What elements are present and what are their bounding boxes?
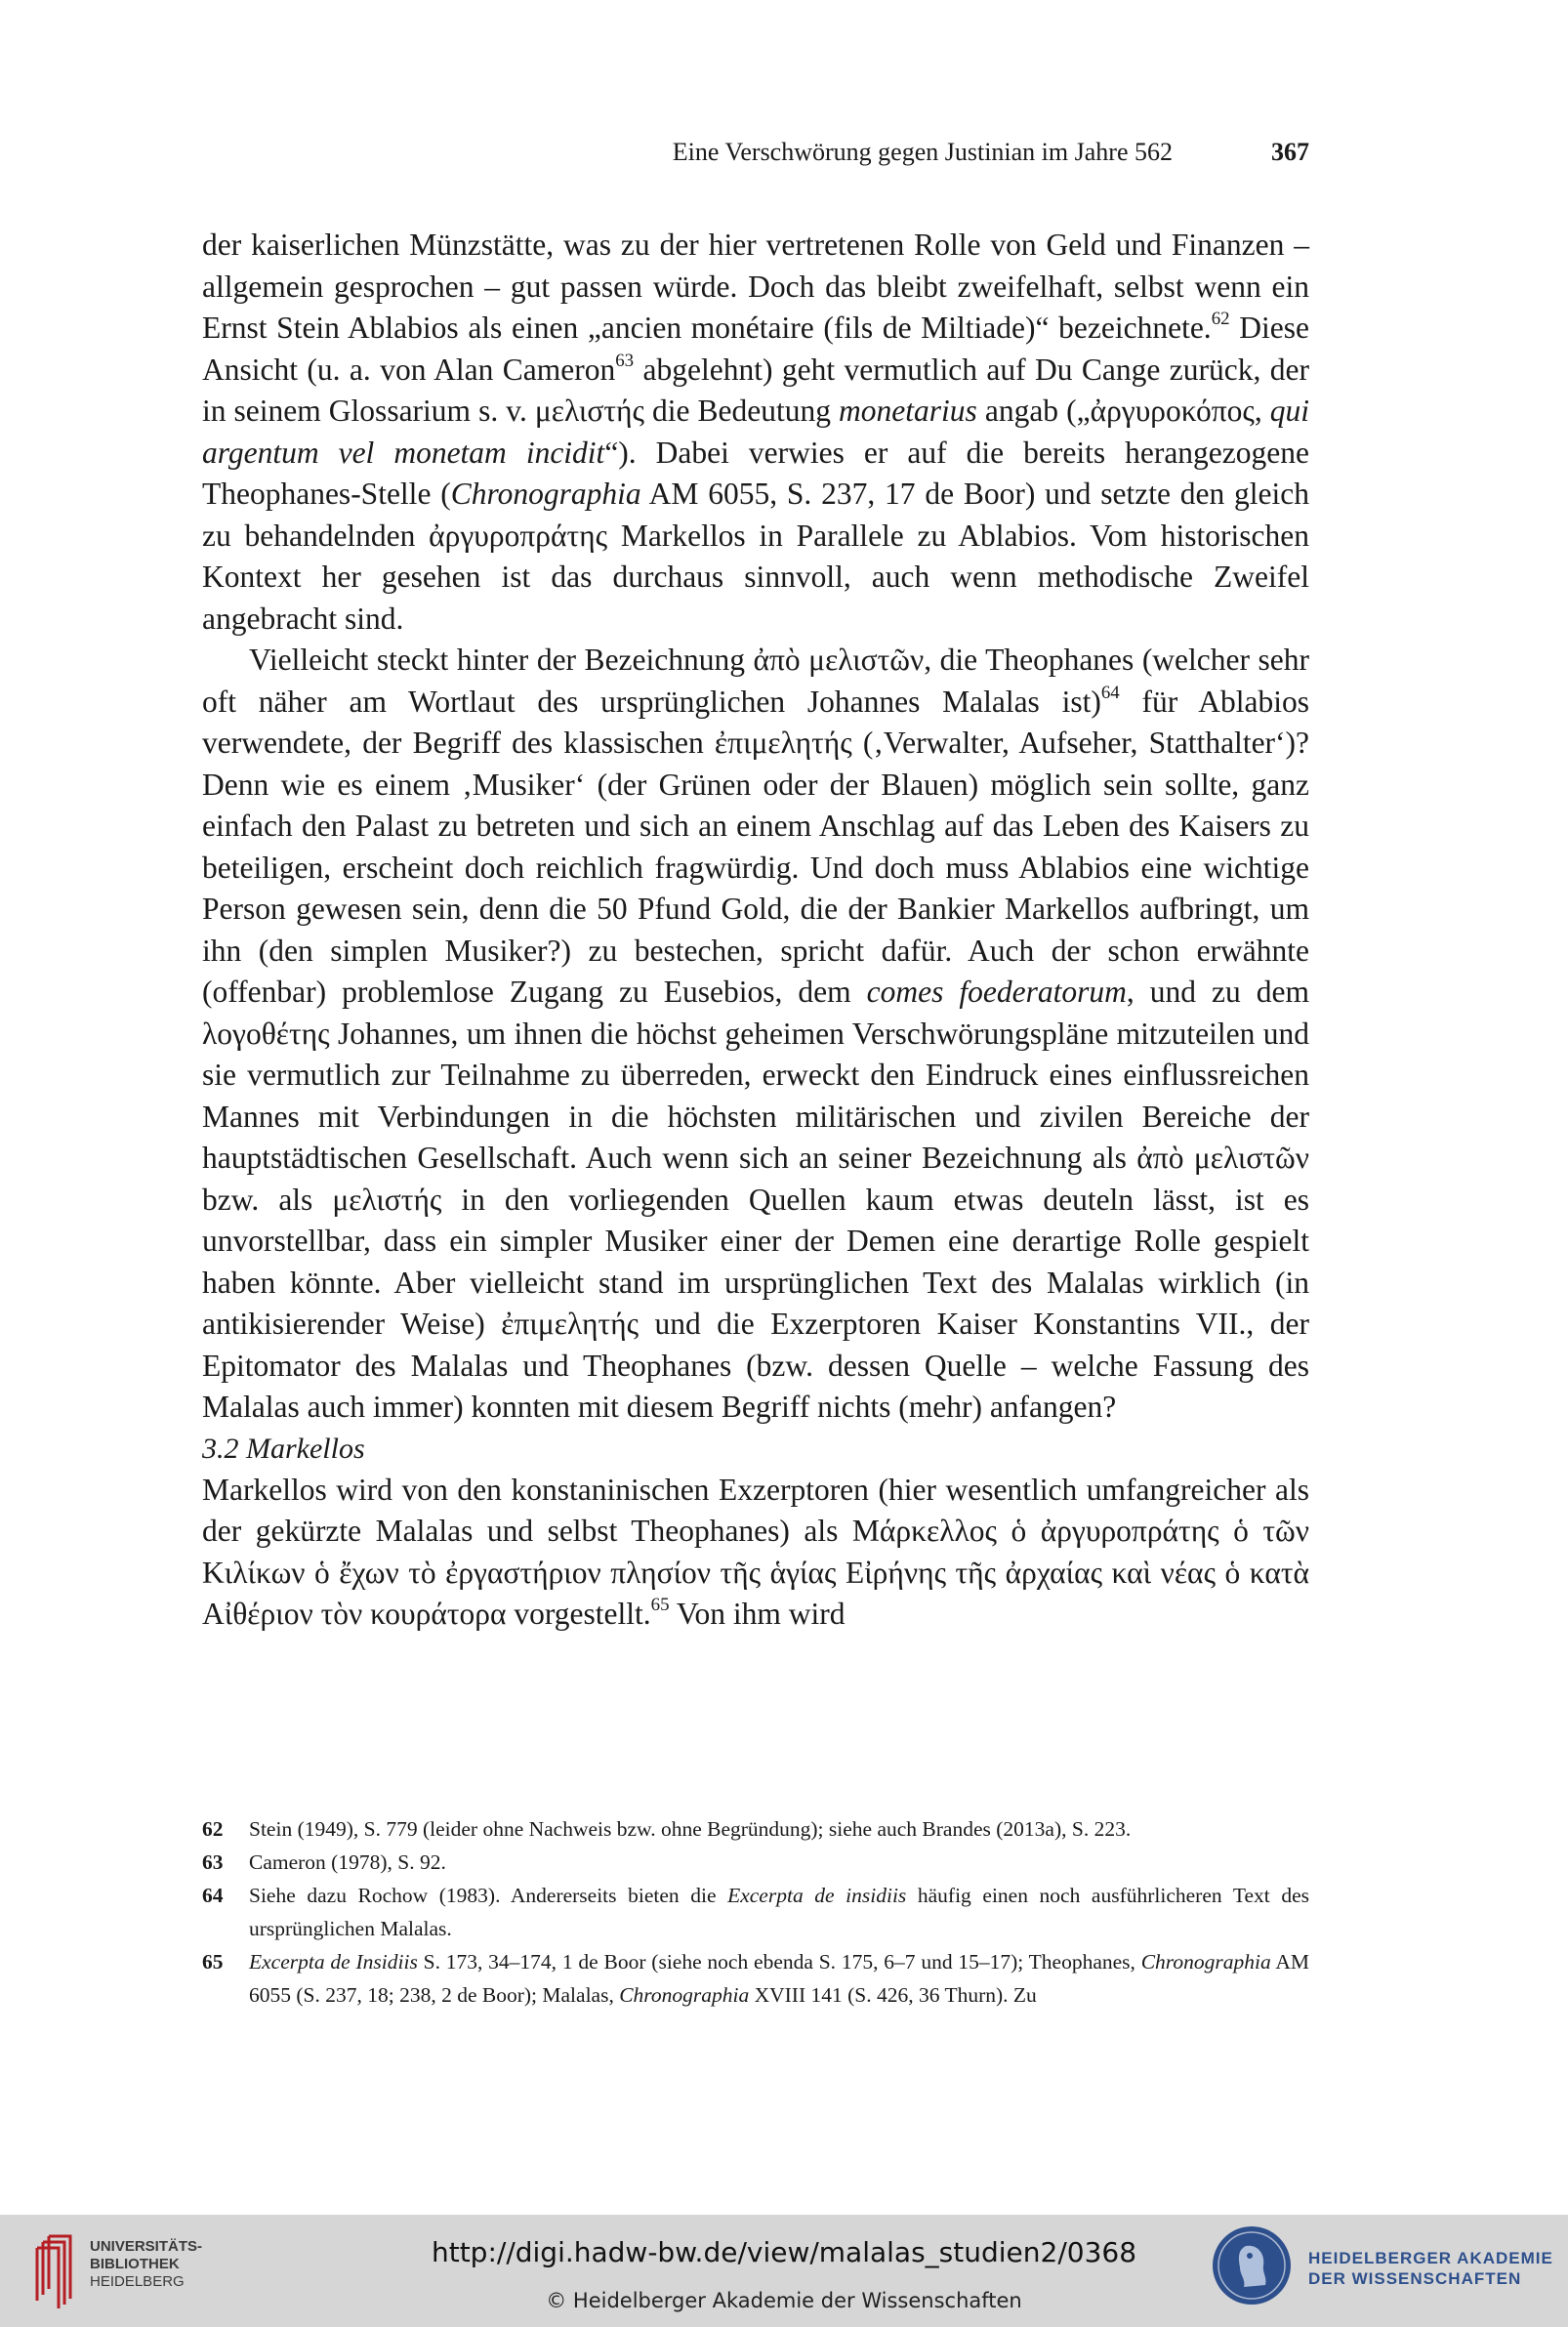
- paragraph-3: Markellos wird von den konstaninischen Exzerptoren (hier wesentlich umfangreicher als der gekürzte Malalas und selbst Theophanes) als Μάρκελλος ὁ ἀργυροπράτης ὁ τῶν Κιλίκων ὁ ἔχων τὸ ἐργαστήριον πλησίον τῆς ἁγίας Εἰρήνης τῆς ἀρχαίας καὶ νέας ὁ κατὰ Αἰθέριον τὸν κουράτορα vorgestellt.$^{65}$ Von ihm wird: [202, 1472, 1309, 1631]
- footnote-text: Cameron (1978), S. 92.: [249, 1850, 446, 1874]
- footnote-62: [202, 1812, 1309, 1846]
- footnote-63: [202, 1846, 1309, 1879]
- page-number: 367: [1271, 138, 1309, 166]
- footnote-number: 63: [202, 1850, 224, 1874]
- university-library-name: UNIVERSITÄTS- BIBLIOTHEK HEIDELBERG: [90, 2238, 203, 2290]
- viewer-footer-bar: [0, 2215, 1568, 2327]
- permalink-url[interactable]: http://digi.hadw-bw.de/view/malalas_studien2/0368: [431, 2236, 1137, 2268]
- footnote-65: 65 Excerpta de Insidiis S. 173, 34–174, 1 de Boor (siehe noch ebenda S. 175, 6–7 und 15–17); Theophanes, Chronographia AM 6055 (S. 237, 18; 238, 2 de Boor); Malalas, Chronographia XVIII 141 (S. 426, 36 Thurn). Zu: [202, 1945, 1309, 2012]
- running-head: [202, 133, 1309, 172]
- footnote-ref-64[interactable]: 64: [1100, 682, 1120, 703]
- footnote-text: Stein (1949), S. 779 (leider ohne Nachweis bzw. ohne Begründung); siehe auch Brandes (2013a), S. 223.: [249, 1817, 1132, 1841]
- footnote-ref-62[interactable]: 62: [1211, 308, 1230, 329]
- copyright-notice: © Heidelberger Akademie der Wissenschaften: [546, 2289, 1022, 2312]
- section-heading: 3.2 Markellos: [202, 1432, 365, 1465]
- academy-name: HEIDELBERGER AKADEMIE DER WISSENSCHAFTEN: [1308, 2249, 1553, 2288]
- footnote-number: 62: [202, 1817, 224, 1841]
- paragraph-1: der kaiserlichen Münzstätte, was zu der hier vertretenen Rolle von Geld und Finanzen – allgemein gesprochen – gut passen würde. Doch das bleibt zweifelhaft, selbst wenn ein Ernst Stein Ablabios als einen „ancien monétaire (fils de Miltiade)“ bezeichnete.$^{62}$ Diese Ansicht (u. a. von Alan Cameron$^{63}$ abgelehnt) geht vermutlich auf Du Cange zurück, der in seinem Glossarium s. v. μελιστής die Bedeutung monetarius angab („ἀργυροκόπος, qui argentum vel monetam incidit“). Dabei verwies er auf die bereits herangezogene Theophanes-Stelle (Chronographia AM 6055, S. 237, 17 de Boor) und setzte den gleich zu behandelnden ἀργυροπράτης Markellos in Parallele zu Ablabios. Vom historischen Kontext her gesehen ist das durchaus sinnvoll, auch wenn methodische Zweifel angebracht sind.: [202, 228, 1310, 636]
- main-text: [202, 225, 1309, 1636]
- footnote-number: 64: [202, 1884, 224, 1907]
- footnote-number: 65: [202, 1950, 224, 1974]
- footnote-ref-65[interactable]: 65: [650, 1594, 670, 1615]
- footnotes: [202, 1812, 1309, 2012]
- paragraph-2: Vielleicht steckt hinter der Bezeichnung ἀπὸ μελιστῶν, die Theophanes (welcher sehr oft näher am Wortlaut des ursprünglichen Johannes Malalas ist)$^{64}$ für Ablabios verwendete, der Begriff des klassischen ἐπιμελητής (‚Verwalter, Aufseher, Statthalter‘)? Denn wie es einem ‚Musiker‘ (der Grünen oder der Blauen) möglich sein sollte, ganz einfach den Palast zu betreten und sich an einem Anschlag auf das Leben des Kaisers zu beteiligen, erscheint doch reichlich fragwürdig. Und doch muss Ablabios eine wichtige Person gewesen sein, denn die 50 Pfund Gold, die der Bankier Markellos aufbringt, um ihn (den simplen Musiker?) zu bestechen, spricht dafür. Auch der schon erwähnte (offenbar) problemlose Zugang zu Eusebios, dem comes foederatorum, und zu dem λογοθέτης Johannes, um ihnen die höchst geheimen Verschwörungspläne mitzuteilen und sie vermutlich zur Teilnahme zu überreden, erweckt den Eindruck eines einflussreichen Mannes mit Verbindungen in die höchsten militärischen und zivilen Bereiche der hauptstädtischen Gesellschaft. Auch wenn sich an seiner Bezeichnung als ἀπὸ μελιστῶν bzw. als μελιστής in den vorliegenden Quellen kaum etwas deuteln lässt, ist es unvorstellbar, dass ein simpler Musiker einer der Demen eine derartige Rolle gespielt haben könnte. Aber vielleicht stand im ursprünglichen Text des Malalas wirklich (in antikisierender Weise) ἐπιμελητής und die Exzerptoren Kaiser Konstantins VII., der Epitomator des Malalas und Theophanes (bzw. dessen Quelle – welche Fassung des Malalas auch immer) konnten mit diesem Begriff nichts (mehr) anfangen?: [202, 643, 1310, 1424]
- academy-seal-icon: [1211, 2224, 1293, 2306]
- footnote-64: 64 Siehe dazu Rochow (1983). Andererseits bieten die Excerpta de insidiis häufig einen noch ausführlicheren Text des ursprünglichen Malalas.: [202, 1879, 1309, 1945]
- running-title: Eine Verschwörung gegen Justinian im Jahre 562: [672, 138, 1173, 166]
- footnote-ref-63[interactable]: 63: [615, 350, 635, 371]
